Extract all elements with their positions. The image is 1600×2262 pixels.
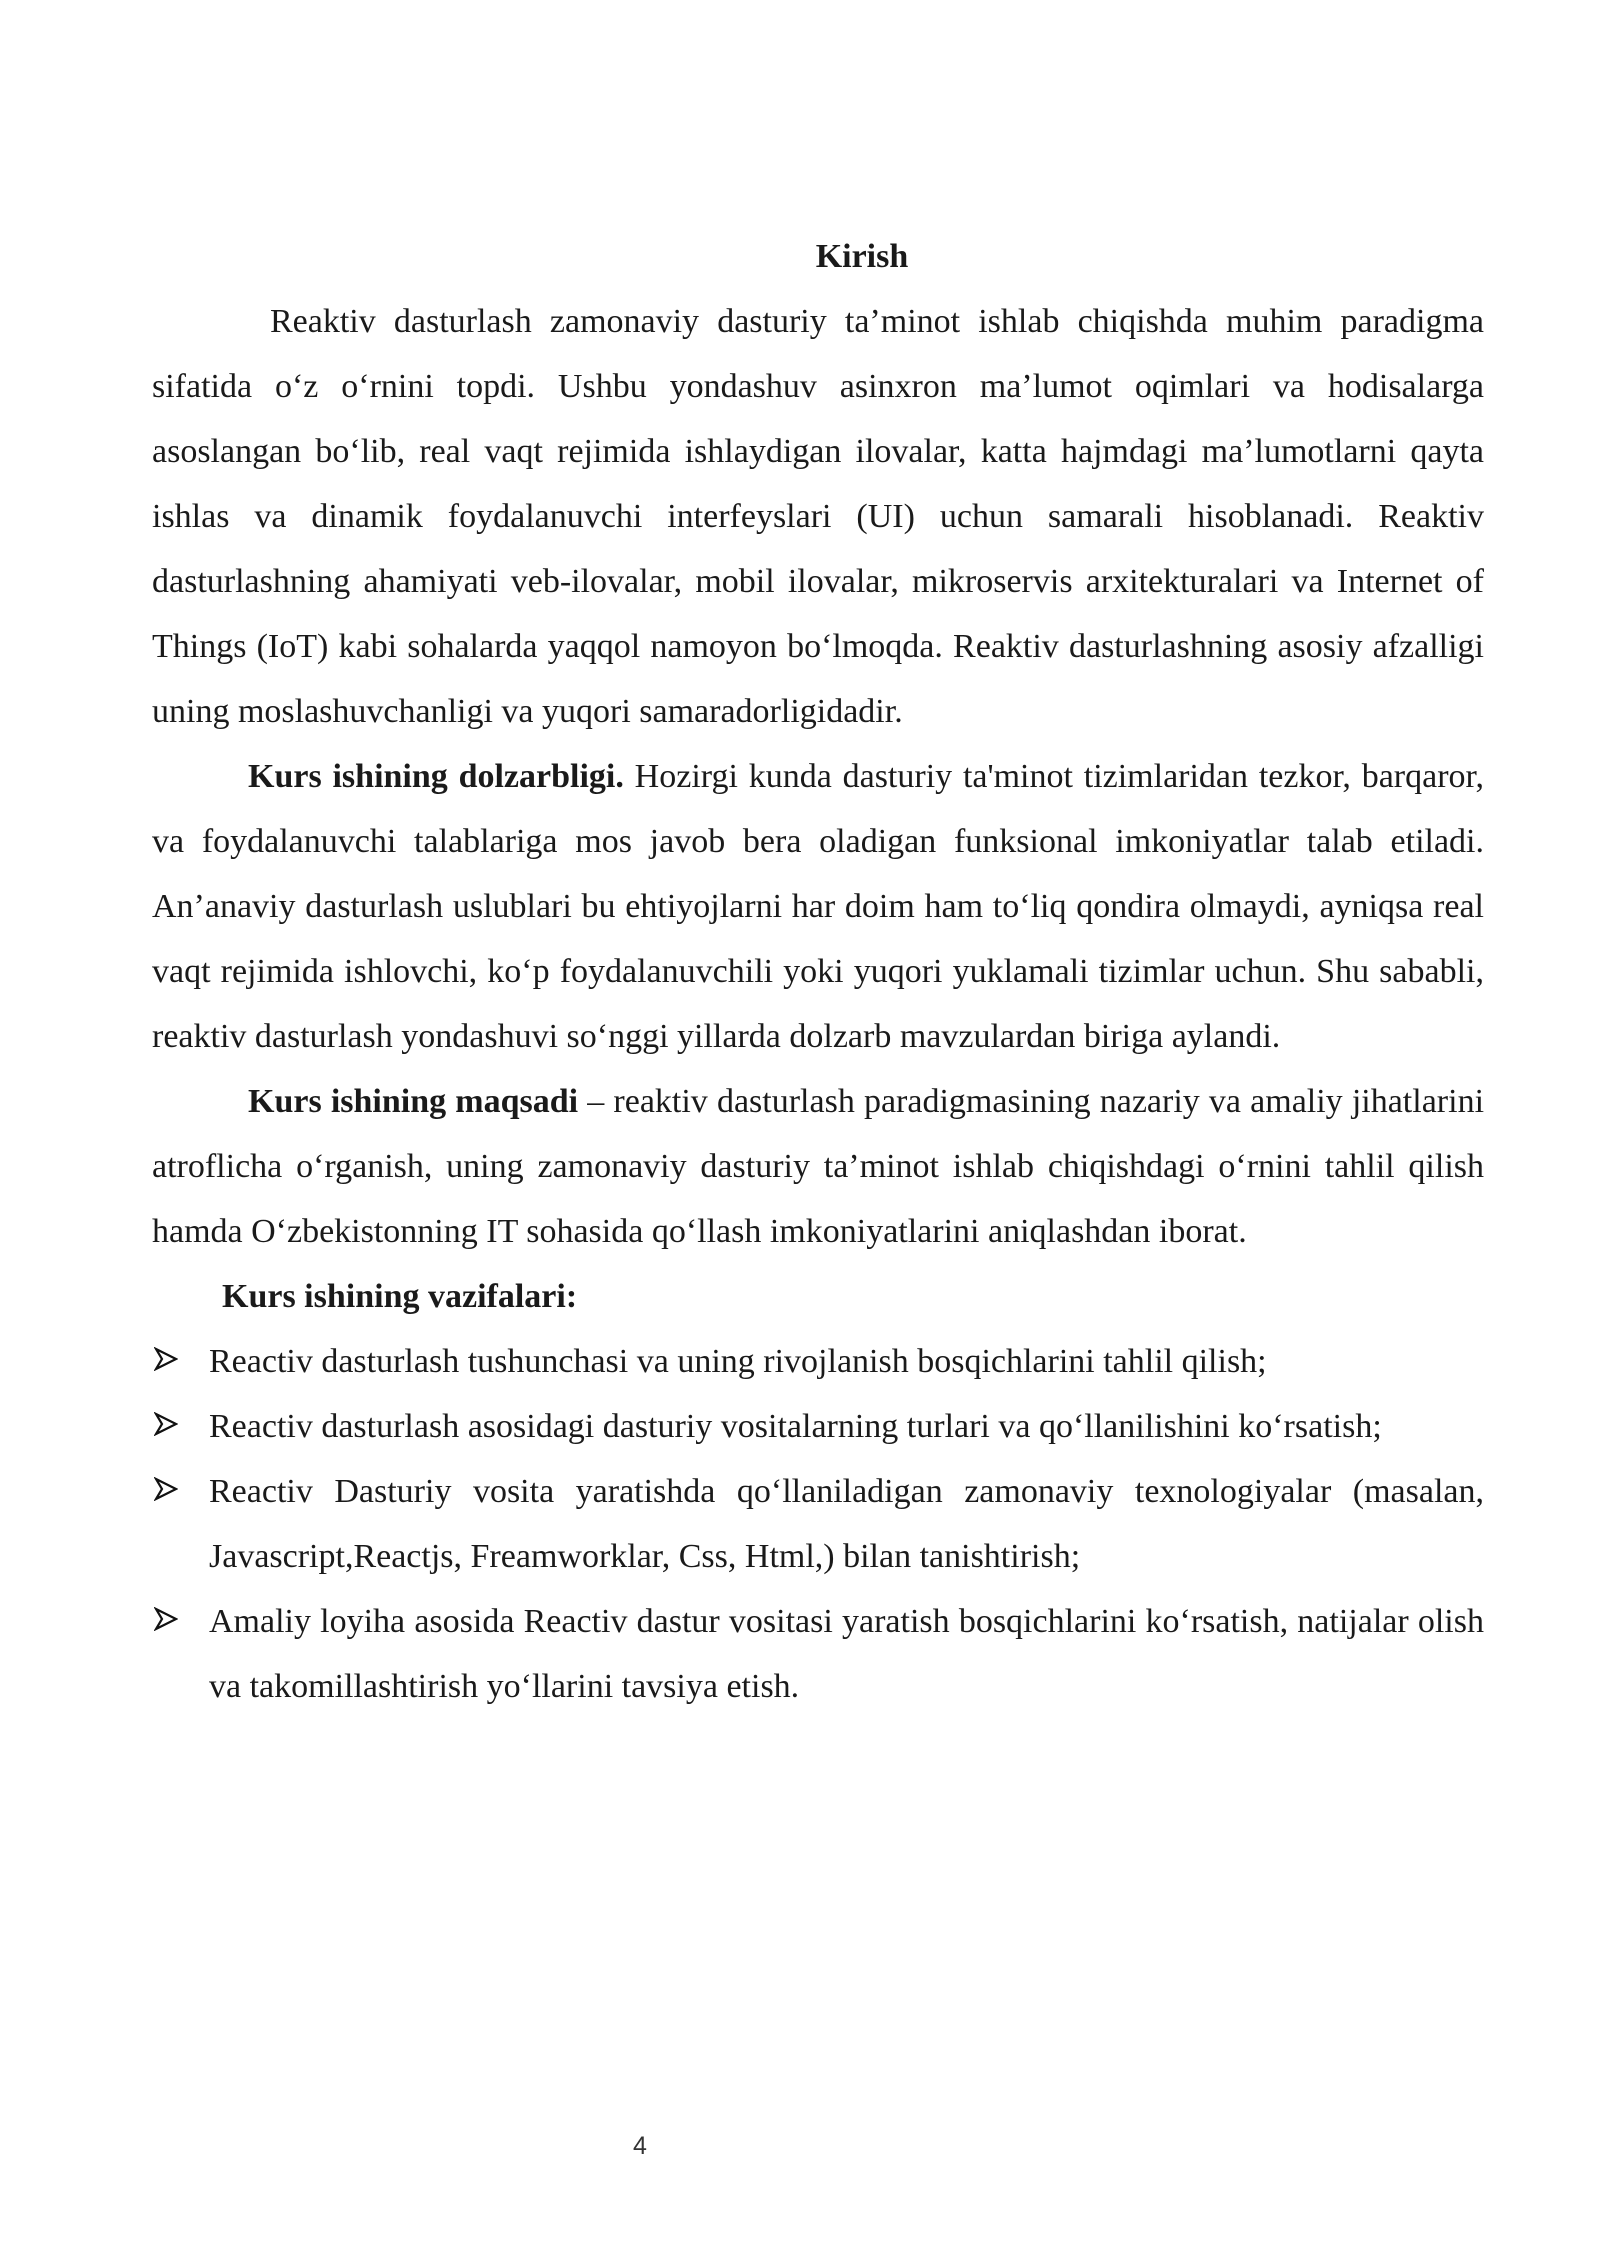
- goal-paragraph: [152, 1069, 1484, 1264]
- list-item: [152, 1589, 1484, 1719]
- tasks-list: [152, 1329, 1484, 1719]
- list-item: [152, 1394, 1484, 1459]
- section-title: Kirish: [815, 238, 909, 275]
- task-text: Reactiv Dasturiy vosita yaratishda qo‘llaniladigan zamonaviy texnologiyalar (masalan, Javascript,Reactjs, Freamworklar, Css, Html,) bilan tanishtirish;: [209, 1473, 1484, 1575]
- page-content: [152, 224, 1484, 1719]
- intro-paragraph: Reaktiv dasturlash zamonaviy dasturiy ta’minot ishlab chiqishda muhim paradigma sifatida o‘z o‘rnini topdi. Ushbu yondashuv asinxron ma’lumot oqimlari va hodisalarga asoslangan bo‘lib, real vaqt rejimida ishlaydigan ilovalar, katta hajmdagi ma’lumotlarni qayta ishlas va dinamik foydalanuvchi interfeyslari (UI) uchun samarali hisoblanadi. Reaktiv dasturlashning ahamiyati veb-ilovalar, mobil ilovalar, mikroservis arxitekturalari va Internet of Things (IoT) kabi sohalarda yaqqol namoyon bo‘lmoqda. Reaktiv dasturlashning asosiy afzalligi uning moslashuvchanligi va yuqori samaradorligidadir.: [152, 303, 1484, 730]
- list-item: [152, 1459, 1484, 1589]
- task-text: Amaliy loyiha asosida Reactiv dastur vositasi yaratish bosqichlarini ko‘rsatish, natijalar olish va takomillashtirish yo‘llarini tavsiya etish.: [209, 1603, 1484, 1705]
- task-text: Reactiv dasturlash asosidagi dasturiy vositalarning turlari va qo‘llanilishini ko‘rsatish;: [209, 1408, 1382, 1445]
- tasks-heading: Kurs ishining vazifalari:: [222, 1278, 578, 1315]
- relevance-text: Hozirgi kunda dasturiy ta'minot tizimlaridan tezkor, barqaror, va foydalanuvchi talablariga mos javob bera oladigan funksional imkoniyatlar talab etiladi. An’anaviy dasturlash uslublari bu ehtiyojlarni har doim ham to‘liq qondira olmaydi, ayniqsa real vaqt rejimida ishlovchi, ko‘p foydalanuvchili yoki yuqori yuklamali tizimlar uchun. Shu sababli, reaktiv dasturlash yondashuvi so‘nggi yillarda dolzarb mavzulardan biriga aylandi.: [152, 758, 1485, 1055]
- goal-text: – reaktiv dasturlash paradigmasining nazariy va amaliy jihatlarini atroflicha o‘rganish, uning zamonaviy dasturiy ta’minot ishlab chiqishdagi o‘rnini tahlil qilish hamda O‘zbekistonning IT sohasida qo‘llash imkoniyatlarini aniqlashdan iborat.: [152, 1083, 1485, 1250]
- relevance-paragraph: [152, 744, 1484, 1069]
- task-text: Reactiv dasturlash tushunchasi va uning rivojlanish bosqichlarini tahlil qilish;: [209, 1343, 1267, 1380]
- arrow-bullet-icon: [154, 1589, 184, 1654]
- arrow-bullet-icon: [154, 1329, 184, 1394]
- arrow-bullet-icon: [154, 1394, 184, 1459]
- goal-heading: Kurs ishining maqsadi: [248, 1083, 579, 1120]
- arrow-bullet-icon: [154, 1459, 184, 1524]
- relevance-heading: Kurs ishining dolzarbligi.: [248, 758, 624, 795]
- page-number: 4: [633, 2132, 647, 2160]
- list-item: [152, 1329, 1484, 1394]
